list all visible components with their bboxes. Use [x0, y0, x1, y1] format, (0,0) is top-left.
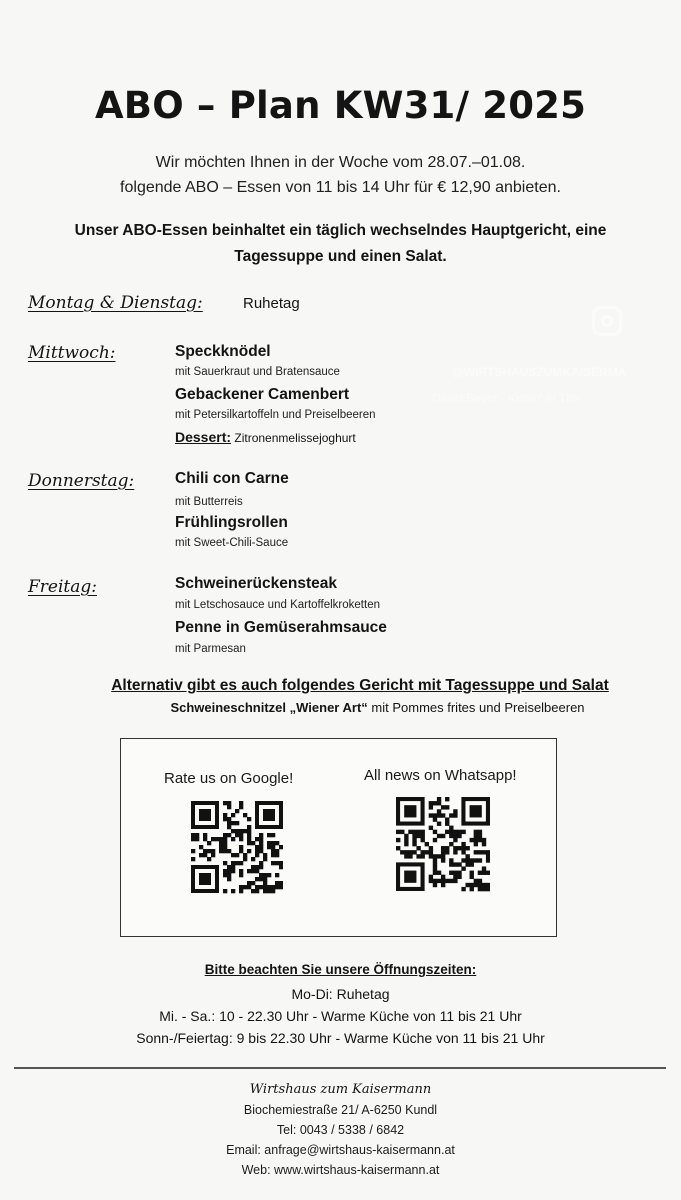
side-wed-1: mit Sauerkraut und Bratensauce: [175, 366, 340, 378]
dish-thu-1: Chili con Carne: [175, 470, 289, 487]
includes-line-2: Tagessuppe und einen Salat.: [234, 248, 447, 265]
intro-line-2: folgende ABO – Essen von 11 bis 14 Uhr für € 12,90 anbieten.: [120, 179, 561, 196]
dessert-label: Dessert:: [175, 429, 232, 445]
dish-fri-2: Penne in Gemüserahmsauce: [175, 619, 387, 636]
intro-text: [0, 150, 681, 200]
day-label-fri: Freitag:: [28, 577, 97, 597]
footer-website[interactable]: Web: www.wirtshaus-kaisermann.at: [241, 1163, 440, 1177]
side-thu-1: mit Butterreis: [175, 496, 243, 508]
alternative-dish-sides: mit Pommes frites und Preiselbeeren: [367, 700, 585, 715]
day-label-mon-tue: Montag & Dienstag:: [28, 293, 203, 313]
includes-line-1: Unser ABO-Essen beinhaltet ein täglich wechselndes Hauptgericht, eine: [74, 222, 607, 239]
instagram-icon[interactable]: [592, 306, 622, 336]
intro-line-1: Wir möchten Ihnen in der Woche vom 28.07.–01.08.: [155, 154, 526, 171]
google-qr-label: Rate us on Google!: [164, 770, 294, 787]
rest-day-note: Ruhetag: [243, 295, 300, 312]
whatsapp-qr-label: All news on Whatsapp!: [364, 767, 517, 784]
footer-divider: [14, 1067, 666, 1069]
dish-fri-1: Schweinerückensteak: [175, 575, 337, 592]
restaurant-name: Wirtshaus zum Kaisermann: [249, 1082, 432, 1097]
day-label-wed: Mittwoch:: [28, 343, 116, 363]
alternative-dish-name: Schweineschnitzel „Wiener Art“: [170, 700, 368, 715]
alternative-title: Alternativ gibt es auch folgendes Gericht mit Tagessuppe und Salat: [111, 677, 609, 694]
qr-code-box: [120, 738, 557, 937]
hours-line-1: Mo-Di: Ruhetag: [291, 986, 390, 1002]
hours-line-2: Mi. - Sa.: 10 - 22.30 Uhr - Warme Küche von 11 bis 21 Uhr: [159, 1008, 522, 1024]
dish-wed-2: Gebackener Camenbert: [175, 386, 350, 403]
alternative-dish: [0, 700, 681, 715]
side-fri-2: mit Parmesan: [175, 643, 246, 655]
google-qr-code[interactable]: [191, 801, 283, 899]
overlay-song: Dawn Beyer · Kissin' In The: [432, 391, 580, 405]
footer-phone: Tel: 0043 / 5338 / 6842: [276, 1123, 405, 1137]
includes-text: [30, 218, 651, 270]
dish-thu-2: Frühlingsrollen: [175, 514, 288, 531]
overlay-handle: @WIRTSHAUSZUMKAISERMA: [452, 365, 627, 379]
footer-email[interactable]: Email: anfrage@wirtshaus-kaisermann.at: [226, 1143, 455, 1157]
side-fri-1: mit Letschosauce und Kartoffelkroketten: [175, 599, 380, 611]
page-title: ABO – Plan KW31/ 2025: [94, 84, 587, 127]
whatsapp-qr-code[interactable]: [396, 797, 490, 897]
footer-address: Biochemiestraße 21/ A-6250 Kundl: [243, 1103, 438, 1117]
dessert-wed: [175, 429, 356, 445]
side-wed-2: mit Petersilkartoffeln und Preiselbeeren: [175, 409, 376, 421]
dessert-name: Zitronenmelissejoghurt: [234, 431, 356, 445]
opening-hours-title: Bitte beachten Sie unsere Öffnungszeiten:: [204, 962, 477, 977]
day-label-thu: Donnerstag:: [28, 471, 135, 491]
hours-line-3: Sonn-/Feiertag: 9 bis 22.30 Uhr - Warme Küche von 11 bis 21 Uhr: [136, 1030, 545, 1046]
side-thu-2: mit Sweet-Chili-Sauce: [175, 537, 289, 549]
dish-wed-1: Speckknödel: [175, 343, 271, 360]
